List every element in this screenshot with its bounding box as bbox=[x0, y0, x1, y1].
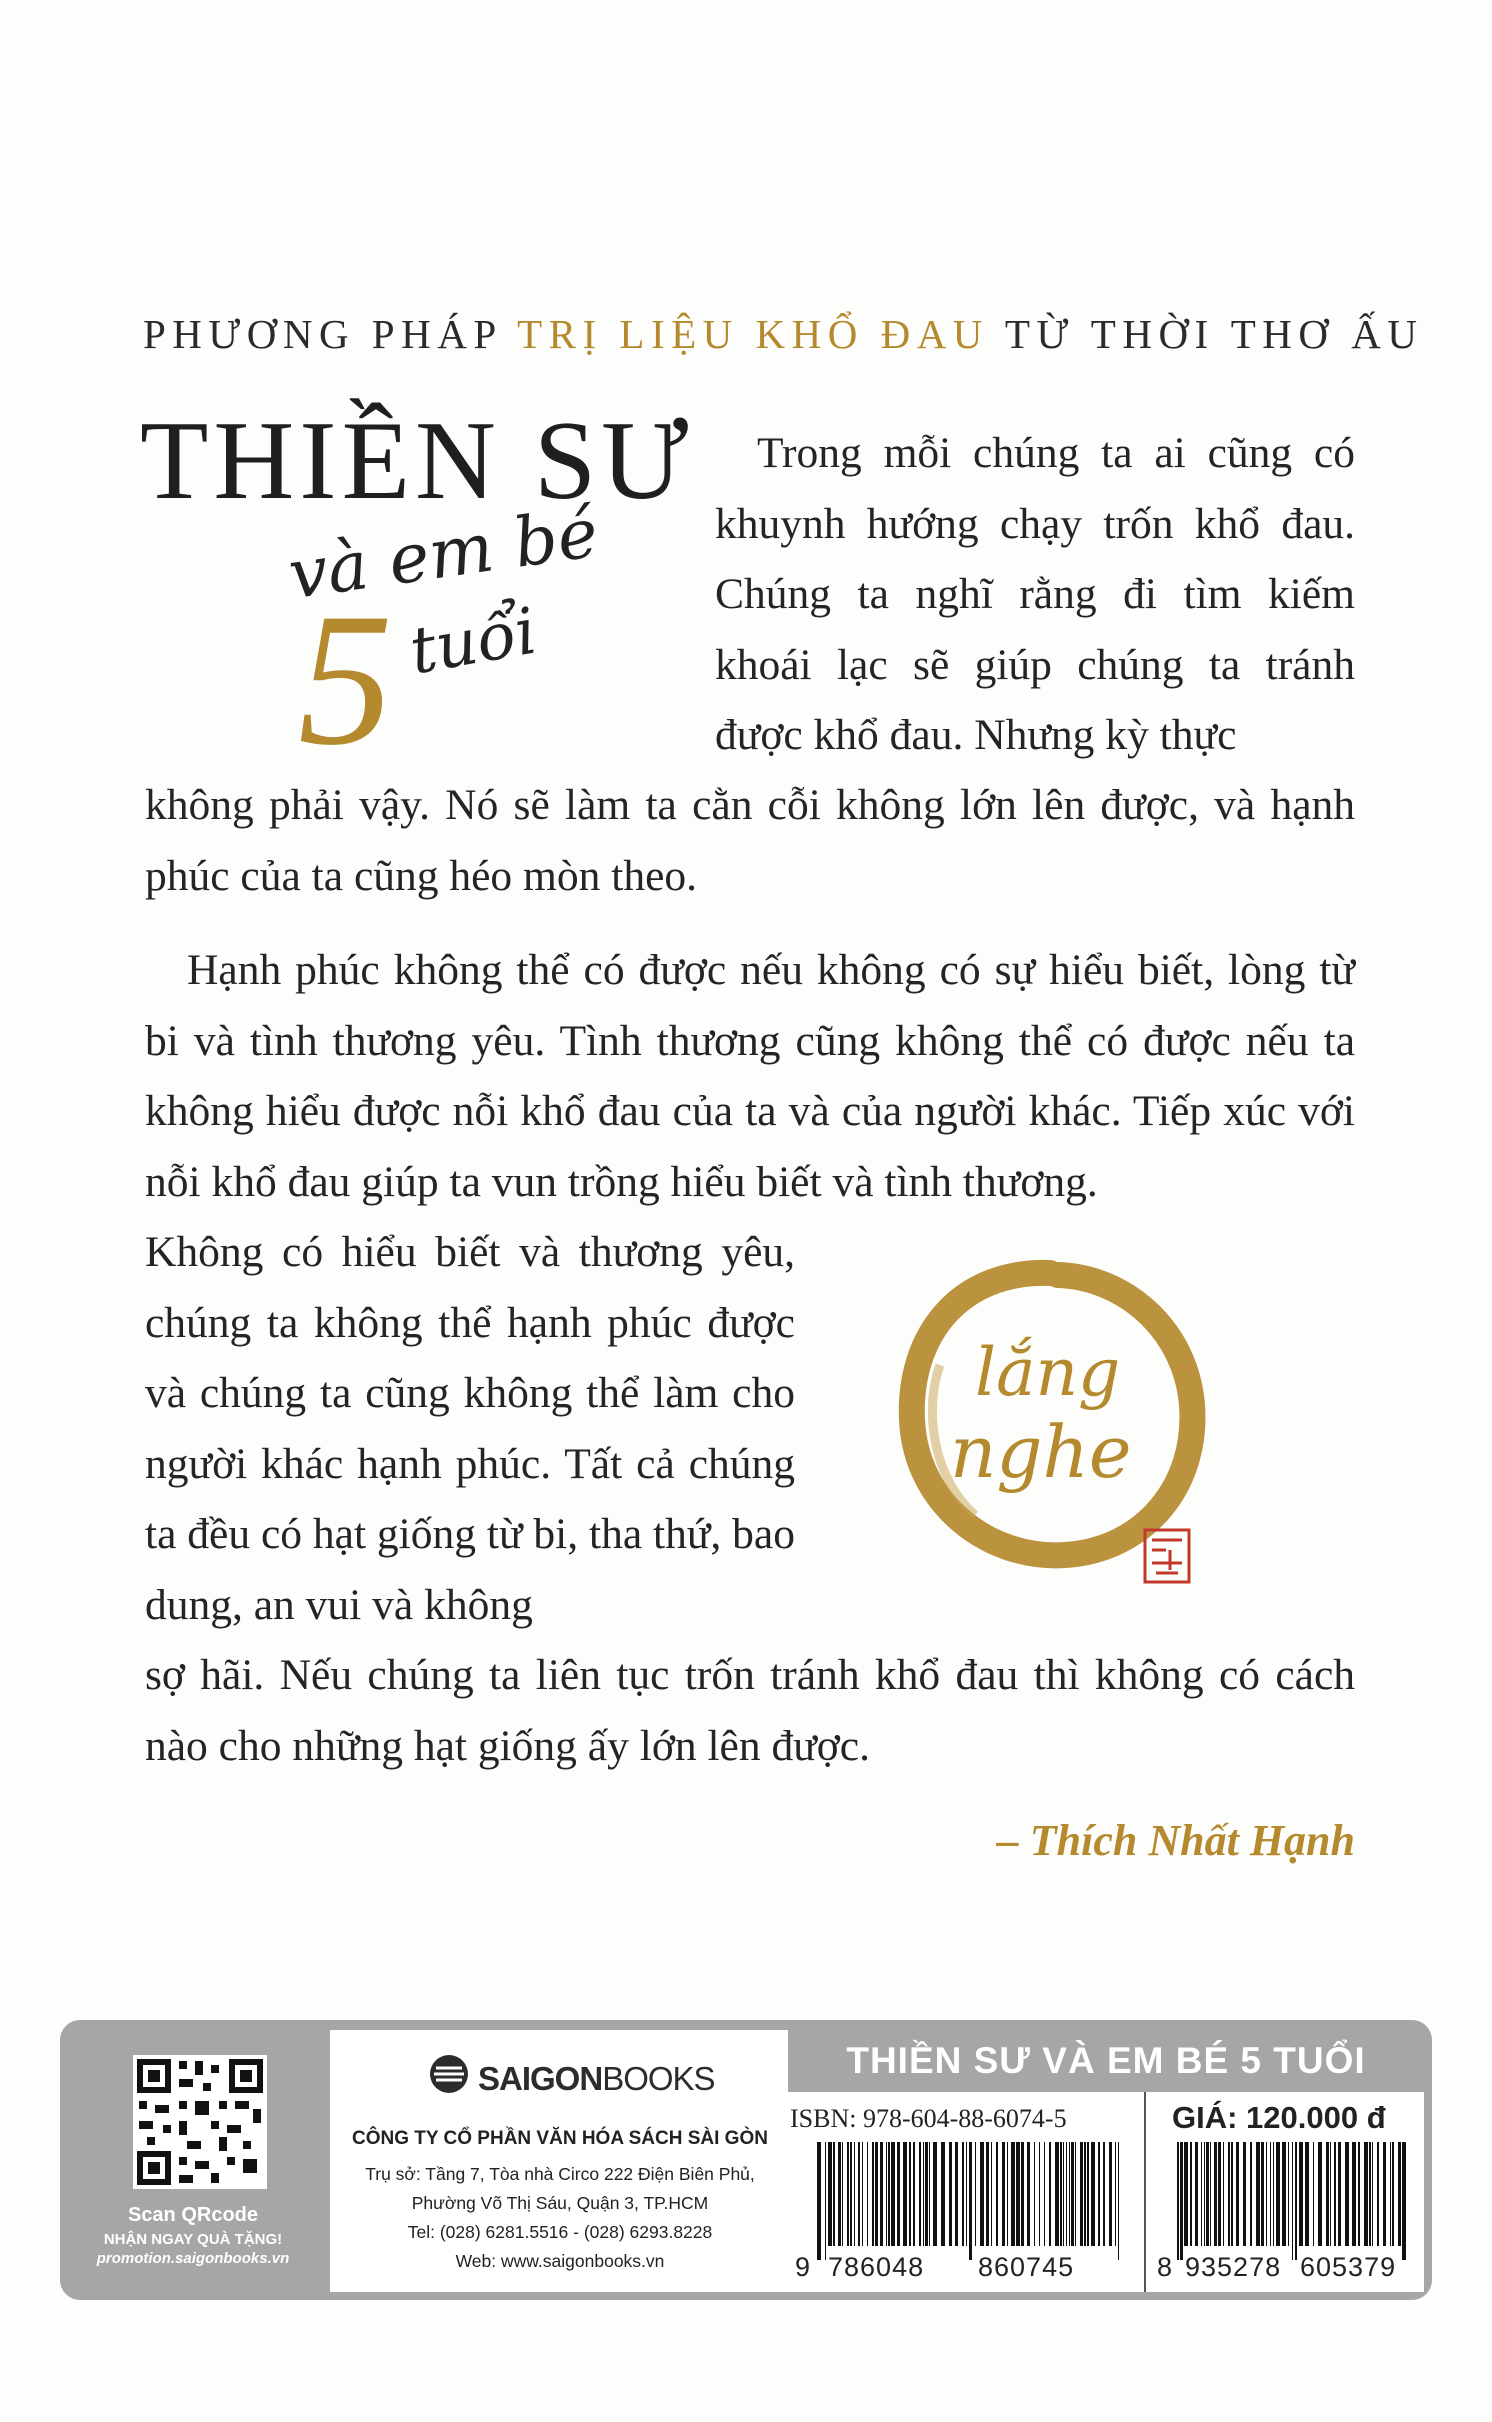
barcode-bar bbox=[833, 2142, 835, 2246]
barcode-bar bbox=[986, 2142, 989, 2246]
qr-code[interactable] bbox=[133, 2055, 267, 2189]
barcode-bar bbox=[903, 2142, 907, 2246]
barcode-bar bbox=[1364, 2142, 1368, 2246]
barcode-bar bbox=[867, 2142, 868, 2246]
barcode-bar bbox=[1369, 2142, 1371, 2246]
barcode-bar bbox=[1049, 2142, 1051, 2246]
barcode-bar bbox=[1011, 2142, 1015, 2246]
barcode-bar bbox=[897, 2142, 900, 2246]
barcode-bar bbox=[1044, 2142, 1045, 2246]
barcode-bar bbox=[962, 2142, 964, 2246]
barcode-bar bbox=[875, 2142, 878, 2246]
price-barcode-group-1: 935278 bbox=[1185, 2252, 1282, 2282]
qr-promo: NHẬN NGAY QUÀ TẶNG! bbox=[103, 2231, 283, 2248]
barcode-bar bbox=[996, 2142, 998, 2246]
barcode-bar bbox=[838, 2142, 841, 2246]
publisher-logo-icon bbox=[427, 2052, 471, 2096]
publisher-address-2: Phường Võ Thị Sáu, Quận 3, TP.HCM bbox=[411, 2193, 709, 2213]
qr-caption bbox=[62, 2204, 324, 2267]
barcode-bar bbox=[1027, 2142, 1030, 2246]
barcode-bar bbox=[1266, 2142, 1267, 2246]
barcode-bar bbox=[850, 2142, 852, 2246]
barcode-bar bbox=[1318, 2142, 1322, 2246]
calligraphy-line-1: lắng bbox=[975, 1334, 1121, 1411]
barcode-bar bbox=[1007, 2142, 1008, 2246]
barcode-bar bbox=[880, 2142, 883, 2246]
qr-url[interactable]: promotion.saigonbooks.vn bbox=[96, 2250, 290, 2267]
barcode-bar bbox=[1352, 2142, 1356, 2246]
publisher-web[interactable]: Web: www.saigonbooks.vn bbox=[455, 2251, 665, 2271]
barcode-bar bbox=[1377, 2142, 1379, 2246]
barcode-bar bbox=[1282, 2142, 1286, 2246]
barcode-bar bbox=[1103, 2142, 1105, 2246]
barcode-bar bbox=[1184, 2142, 1188, 2246]
barcode-bar bbox=[1204, 2142, 1205, 2246]
price-barcode-lead: 8 bbox=[1157, 2252, 1174, 2282]
barcode-bar bbox=[1338, 2142, 1341, 2246]
barcode-bar bbox=[1206, 2142, 1209, 2246]
barcode-bar bbox=[842, 2142, 843, 2246]
calligraphy-enso bbox=[880, 1245, 1220, 1585]
barcode-bar bbox=[1358, 2142, 1360, 2246]
barcode-bar bbox=[1080, 2142, 1083, 2246]
barcode-bar bbox=[1256, 2142, 1260, 2246]
barcode-bar bbox=[825, 2142, 826, 2260]
publisher-phone: Tel: (028) 6281.5516 - (028) 6293.8228 bbox=[407, 2222, 713, 2242]
barcode-bar bbox=[1016, 2142, 1020, 2246]
barcode-bar bbox=[1288, 2142, 1289, 2246]
qr-label: Scan QRcode bbox=[127, 2204, 259, 2226]
barcode-bar bbox=[1313, 2142, 1314, 2246]
barcode-bar bbox=[1214, 2142, 1217, 2246]
barcode-bar bbox=[1034, 2142, 1035, 2246]
barcode-bar bbox=[1250, 2142, 1252, 2246]
publisher-contact bbox=[340, 2160, 780, 2276]
barcode-bar bbox=[1292, 2142, 1293, 2260]
barcode-bar bbox=[1118, 2142, 1119, 2260]
barcode-bar bbox=[862, 2142, 863, 2246]
barcode-bar bbox=[817, 2142, 821, 2260]
isbn-barcode bbox=[815, 2142, 1125, 2260]
paragraph-3-top: Không có hiểu biết và thương yêu, chúng ta không thể hạnh phúc được và chúng ta cũng không thể làm cho người khác hạnh phúc. Tất cả chúng ta đều có hạt giống từ bi, tha thứ, bao dung, an vui và không bbox=[145, 1228, 795, 1629]
barcode-bar bbox=[1398, 2142, 1401, 2246]
barcode-bar bbox=[1326, 2142, 1329, 2246]
book-title-main: THIỀN SƯ bbox=[140, 399, 694, 523]
footer-book-title: THIỀN SƯ VÀ EM BÉ 5 TUỔI bbox=[788, 2030, 1424, 2092]
barcode-bar bbox=[913, 2142, 915, 2246]
barcode-bar bbox=[1243, 2142, 1246, 2246]
barcode-bar bbox=[872, 2142, 874, 2246]
barcode-bar bbox=[1063, 2142, 1064, 2246]
paragraph-2: Hạnh phúc không thể có được nếu không có sự hiểu biết, lòng từ bi và tình thương yêu. Tình thương cũng không thể có được nếu ta không hiểu được nỗi khổ đau của ta và của người khác. Tiếp xúc với nỗi khổ đau giúp ta vun trồng hiểu biết và tình thương. bbox=[145, 946, 1355, 1206]
barcode-bar bbox=[828, 2142, 832, 2246]
barcode-bar bbox=[1069, 2142, 1070, 2246]
barcode-bar bbox=[1210, 2142, 1211, 2246]
barcode-bar bbox=[1091, 2142, 1095, 2246]
isbn-barcode-group-1: 786048 bbox=[828, 2252, 925, 2282]
barcode-bar bbox=[1075, 2142, 1076, 2246]
barcode-bar bbox=[919, 2142, 921, 2246]
barcode-bar bbox=[1021, 2142, 1024, 2246]
calligraphy-line-2: nghe bbox=[950, 1410, 1132, 1494]
barcode-bar bbox=[1002, 2142, 1005, 2246]
isbn-barcode-group-2: 860745 bbox=[978, 2252, 1075, 2282]
barcode-bar bbox=[1055, 2142, 1059, 2246]
barcode-bar bbox=[1218, 2142, 1221, 2246]
barcode-bar bbox=[975, 2142, 976, 2246]
isbn-barcode-lead: 9 bbox=[795, 2252, 812, 2282]
barcode-bar bbox=[1195, 2142, 1198, 2246]
barcode-bar bbox=[1223, 2142, 1224, 2246]
barcode-bar bbox=[1039, 2142, 1040, 2246]
barcode-bar bbox=[925, 2142, 928, 2246]
barcode-bar bbox=[886, 2142, 887, 2246]
barcode-bar bbox=[966, 2142, 967, 2246]
barcode-bar bbox=[1190, 2142, 1192, 2246]
barcode-bar bbox=[1372, 2142, 1373, 2246]
barcode-bar bbox=[991, 2142, 992, 2246]
barcode-bar bbox=[1087, 2142, 1089, 2246]
barcode-bar bbox=[1180, 2142, 1183, 2260]
barcode-bar bbox=[1066, 2142, 1067, 2246]
paragraph-1-bottom: không phải vậy. Nó sẽ làm ta cằn cỗi không lớn lên được, và hạnh phúc của ta cũng héo mòn theo. bbox=[145, 781, 1355, 900]
barcode-bar bbox=[1295, 2142, 1297, 2260]
isbn-label: ISBN: 978-604-88-6074-5 bbox=[790, 2104, 1067, 2133]
barcode-bar bbox=[933, 2142, 937, 2246]
barcode-bar bbox=[980, 2142, 984, 2246]
barcode-bar bbox=[1071, 2142, 1074, 2246]
barcode-bar bbox=[1383, 2142, 1386, 2246]
book-title-script: và em bé bbox=[284, 493, 603, 616]
publisher-name: CÔNG TY CỔ PHẦN VĂN HÓA SÁCH SÀI GÒN bbox=[352, 2128, 768, 2149]
price-barcode bbox=[1175, 2142, 1410, 2260]
red-seal-stamp bbox=[1145, 1530, 1189, 1582]
price-label: GIÁ: 120.000 đ bbox=[1172, 2100, 1386, 2135]
barcode-bar bbox=[1270, 2142, 1271, 2246]
barcode-bar bbox=[1345, 2142, 1349, 2246]
barcode-bar bbox=[1334, 2142, 1336, 2246]
author-signature: – Thích Nhất Hạnh bbox=[996, 1816, 1355, 1865]
subtitle-part2: TỪ THỜI THƠ ẤU bbox=[988, 311, 1424, 357]
barcode-bar bbox=[1261, 2142, 1264, 2246]
price-barcode-group-2: 605379 bbox=[1300, 2252, 1397, 2282]
barcode-bar bbox=[1330, 2142, 1331, 2246]
barcode-bar bbox=[1228, 2142, 1230, 2246]
publisher-address-1: Trụ sở: Tầng 7, Tòa nhà Circo 222 Điện Biên Phủ, bbox=[365, 2164, 755, 2184]
barcode-bar bbox=[955, 2142, 958, 2246]
barcode-bar bbox=[1201, 2142, 1202, 2246]
barcode-bar bbox=[1060, 2142, 1062, 2246]
barcode-bar bbox=[847, 2142, 849, 2246]
barcode-bar bbox=[941, 2142, 945, 2246]
barcode-bar bbox=[1084, 2142, 1086, 2246]
barcode-bar bbox=[1276, 2142, 1280, 2246]
publisher-logo-bold: SAIGON bbox=[478, 2060, 603, 2097]
book-title-age: tuổi bbox=[404, 594, 543, 690]
barcode-bar bbox=[854, 2142, 855, 2246]
barcode-bar bbox=[1392, 2142, 1394, 2246]
book-title-number: 5 bbox=[298, 575, 393, 785]
barcode-bar bbox=[1177, 2142, 1179, 2260]
paragraph-3-bottom: sợ hãi. Nếu chúng ta liên tục trốn tránh khổ đau thì không có cách nào cho những hạt giống ấy lớn lên được. bbox=[145, 1651, 1355, 1770]
publisher-logo-rest: BOOKS bbox=[602, 2060, 715, 2097]
barcode-bar bbox=[1098, 2142, 1100, 2246]
barcode-bar bbox=[1402, 2142, 1406, 2260]
paragraph-1-top: Trong mỗi chúng ta ai cũng có khuynh hướng chạy trốn khổ đau. Chúng ta nghĩ rằng đi tìm kiếm khoái lạc sẽ giúp chúng ta tránh được khổ đau. Nhưng kỳ thực bbox=[715, 429, 1355, 759]
subtitle-highlight: TRỊ LIỆU KHỔ ĐAU bbox=[517, 311, 989, 357]
barcode-bar bbox=[1390, 2142, 1391, 2246]
barcode-bar bbox=[1273, 2142, 1274, 2246]
barcode-bar bbox=[1115, 2142, 1116, 2246]
publisher-logo bbox=[478, 2060, 715, 2098]
barcode-divider bbox=[1144, 2092, 1146, 2292]
barcode-bar bbox=[1305, 2142, 1309, 2246]
barcode-bar bbox=[891, 2142, 895, 2246]
barcode-bar bbox=[969, 2142, 972, 2260]
barcode-bar bbox=[929, 2142, 930, 2246]
barcode-bar bbox=[909, 2142, 911, 2246]
barcode-bar bbox=[1231, 2142, 1233, 2246]
barcode-bar bbox=[888, 2142, 890, 2246]
barcode-bar bbox=[1236, 2142, 1239, 2246]
barcode-bar bbox=[949, 2142, 952, 2246]
subtitle bbox=[143, 310, 1423, 358]
barcode-bar bbox=[858, 2142, 860, 2246]
barcode-bar bbox=[1299, 2142, 1303, 2246]
barcode-bar bbox=[1109, 2142, 1112, 2246]
subtitle-part1: PHƯƠNG PHÁP bbox=[143, 311, 518, 357]
barcode-bar bbox=[923, 2142, 924, 2246]
